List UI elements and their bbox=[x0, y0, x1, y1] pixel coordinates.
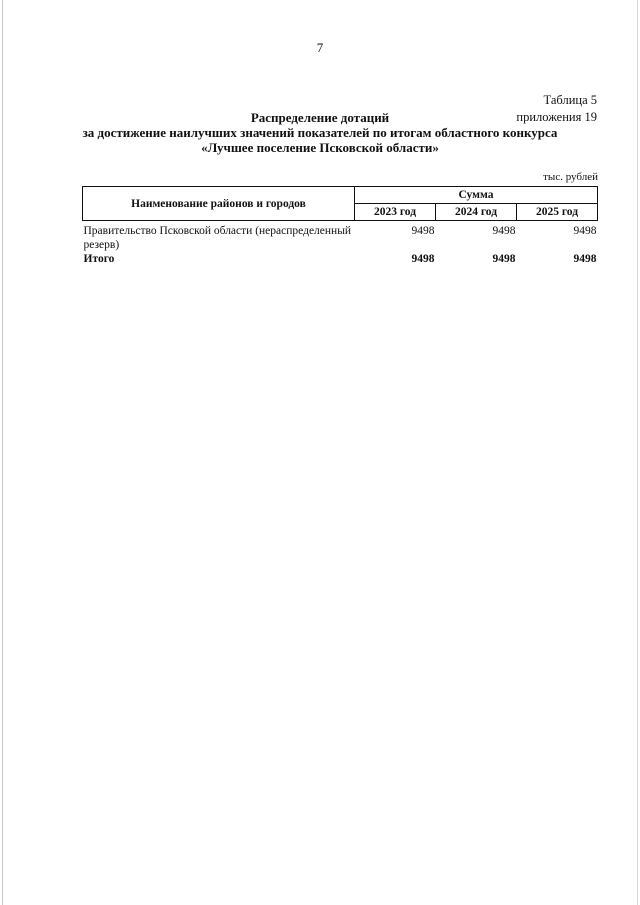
page-number: 7 bbox=[316, 40, 324, 55]
header-year-2025: 2025 год bbox=[517, 204, 598, 221]
total-row bbox=[83, 252, 598, 266]
table-reference-line2: приложения 19 bbox=[516, 110, 597, 124]
row-value-2025: 9498 bbox=[573, 225, 597, 237]
header-year-2023: 2023 год bbox=[355, 204, 436, 221]
total-value-2024: 9498 bbox=[492, 253, 516, 265]
units-label: тыс. рублей bbox=[543, 171, 598, 183]
row-name: Правительство Псковской области (нераспределенный резерв) bbox=[83, 225, 352, 251]
header-name: Наименование районов и городов bbox=[83, 187, 355, 221]
header-sum: Сумма bbox=[355, 187, 598, 204]
distribution-table bbox=[82, 186, 598, 266]
row-value-2023: 9498 bbox=[411, 225, 435, 237]
table-row bbox=[83, 221, 598, 253]
row-value-2024: 9498 bbox=[492, 225, 516, 237]
title-line3: «Лучшее поселение Псковской области» bbox=[201, 140, 439, 155]
document-title bbox=[0, 110, 640, 155]
total-value-2023: 9498 bbox=[411, 253, 435, 265]
title-line2: за достижение наилучших значений показателей по итогам областного конкурса bbox=[82, 125, 558, 140]
total-name: Итого bbox=[83, 253, 115, 265]
table-reference-line1: Таблица 5 bbox=[543, 93, 597, 107]
header-row bbox=[83, 187, 598, 204]
total-value-2025: 9498 bbox=[573, 253, 597, 265]
title-line1: Распределение дотаций bbox=[250, 110, 390, 125]
header-year-2024: 2024 год bbox=[436, 204, 517, 221]
